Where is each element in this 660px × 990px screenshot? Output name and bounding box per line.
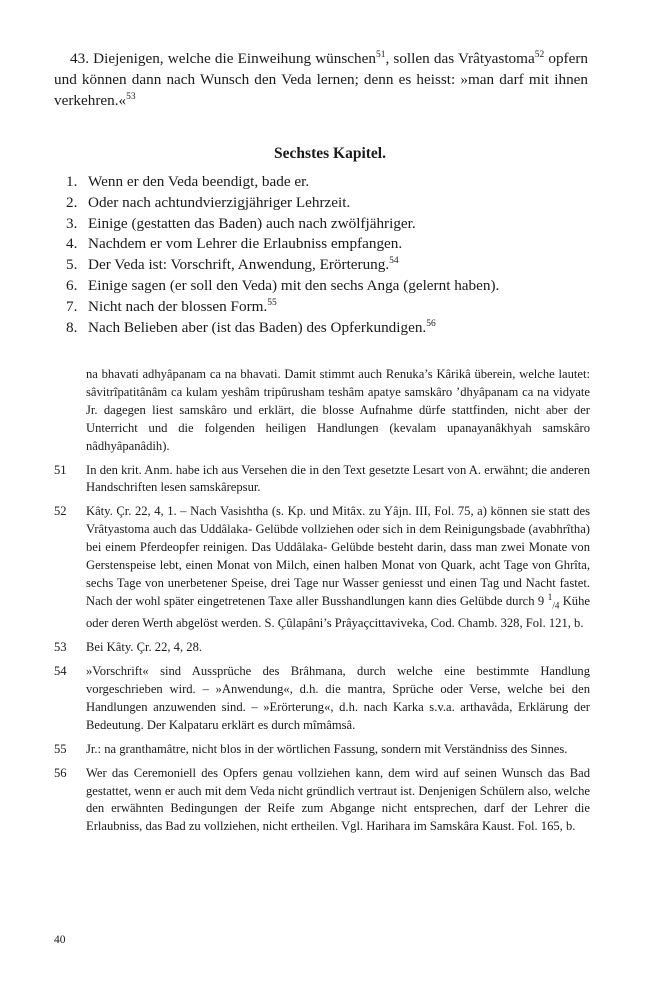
footnote-body: »Vorschrift« sind Aussprüche des Brâhmana, durch welche eine bestimmte Handlung vorgeschrieben wird. – »Anwendung«, d.h. die mantra, Sprüche oder Verse, welche bei den Handlungen anzuwenden sind. – »Erörterung«, d.h. nach Karka s.v.a. arthavâda, Erklärung der Bedeutung. Der Kalpataru erklärt es durch mîmâmsâ. [86, 664, 590, 732]
paragraph-43 [54, 48, 588, 111]
footnote-number: 55 [54, 741, 67, 756]
footnote-number: 53 [54, 640, 67, 655]
paragraph-43-text-a: 43. Diejenigen, welche die Einweihung wünschen [70, 50, 376, 67]
footnote-body: Jr.: na granthamâtre, nicht blos in der wörtlichen Fassung, sondern mit Verständniss des Sinnes. [86, 741, 568, 756]
footnote-55 [54, 741, 590, 759]
rule-item [58, 318, 598, 339]
footnote-53 [54, 639, 590, 657]
footnotes-section [54, 366, 590, 836]
footnote-body: Kâty. Çr. 22, 4, 1. – Nach Vasishtha (s. Kp. und Mitâx. zu Yâjn. III, Fol. 75, a) können sie statt des Vrâtyastoma auch das Uddâlaka- Gelübde vollziehen oder sich in dem Reinigungsbade (avabhrîtha) bei einem Pferdeopfer reinigen. Das Uddâlaka- Gelübde besteht darin, dass man zwei Monate von Gerstenspeise lebt, einen Monat von Milch, einen halben Monat von Quark, acht Tage von Ghrîta, sechs Tage von unerbetener Speise, drei Tage nur Wasser geniesst und einen Tag und Nacht fastet. Nach der wohl später eingetretenen Taxe aller Busshandlungen kann dies Gelübde durch 9 [86, 504, 590, 608]
rule-text: Oder nach achtundvierzigjähriger Lehrzeit. [88, 193, 351, 211]
footnote-text [86, 765, 590, 837]
rule-item [58, 214, 598, 235]
rule-number: 7. [66, 297, 78, 315]
rule-text: Einige (gestatten das Baden) auch nach zwölfjähriger. [88, 214, 416, 232]
footnote-51 [54, 462, 590, 498]
rule-number: 8. [66, 318, 78, 336]
rule-text: Nachdem er vom Lehrer die Erlaubniss empfangen. [88, 235, 403, 253]
footnote-body: In den krit. Anm. habe ich aus Versehen die in den Text gesetzte Lesart von A. erwähnt; die anderen Handschriften lesen samskârepsur. [86, 462, 590, 495]
rule-item [58, 234, 598, 255]
rule-text: Nach Belieben aber (ist das Baden) des Opferkundigen. [88, 318, 427, 336]
footnote-number: 54 [54, 664, 67, 679]
rule-number: 5. [66, 256, 78, 274]
rules-list [58, 172, 598, 338]
rule-item [58, 276, 598, 297]
rule-item [58, 255, 598, 276]
footnote-number: 56 [54, 765, 67, 780]
footnote-text [86, 639, 590, 657]
rule-text: Nicht nach der blossen Form. [88, 297, 268, 315]
rule-item [58, 172, 598, 193]
footnote-ref[interactable]: 55 [267, 297, 277, 308]
footnote-ref-52[interactable]: 52 [534, 49, 545, 60]
rule-number: 2. [66, 193, 78, 211]
footnote-ref-51[interactable]: 51 [375, 49, 386, 60]
footnote-text [86, 663, 590, 735]
footnote-54 [54, 663, 590, 735]
chapter-heading: Sechstes Kapitel. [274, 145, 386, 162]
rule-text: Einige sagen (er soll den Veda) mit den sechs Anga (gelernt haben). [88, 276, 500, 294]
footnote-ref-53[interactable]: 53 [126, 91, 136, 102]
fraction-denominator: /4 [552, 600, 560, 611]
rule-item [58, 193, 598, 214]
paragraph-43-text-c: opfern und können dann nach Wunsch den Veda lernen; denn es heisst: »man darf mit ihnen verkehren.« [54, 50, 589, 109]
footnote-text [86, 503, 590, 633]
rule-number: 4. [66, 235, 78, 253]
footnote-text [86, 741, 590, 759]
footnote-text [86, 462, 590, 498]
rule-number: 3. [66, 214, 78, 232]
footnote-continuation: na bhavati adhyâpanam ca na bhavati. Damit stimmt auch Renuka’s Kârikâ überein, welche lautet: sâvitrîpatitânâm ca kulam yeshâm tripûrusham teshâm apatye samskâro ’dhyâpanam ca na vidyate Jr. dagegen liest samskâro und erklärt, die blosse Aufnahme dürfe stattfinden, nicht aber der Unterricht und die folgenden heiligen Handlungen (kevalam upanayanâkhyah samskâro nâdhyâpanâdih). [86, 367, 590, 453]
footnote-ref[interactable]: 56 [426, 318, 436, 329]
footnote-body: Wer das Ceremoniell des Opfers genau vollziehen kann, dem wird auf seinen Wunsch das Bad gestattet, wenn er auch mit dem Veda nicht gründlich vertraut ist. Denjenigen Schülern also, welche den erwähnten Bedingungen der Reife zum Abgange nicht entsprechen, darf der Lehrer die Erlaubniss, das Bad zu vollziehen, nicht ertheilen. Vgl. Harihara im Samskâra Kaust. Fol. 165, b. [86, 765, 590, 834]
rule-number: 6. [66, 276, 78, 294]
footnote-number: 52 [54, 504, 67, 519]
rule-item [58, 297, 598, 318]
footnote-body-tail: Kühe oder deren Werth abgelöst werden. S. Çûlapâni’s Prâyaçcittaviveka, Cod. Chamb. 328, Fol. 121, b. [86, 593, 590, 631]
rule-number: 1. [66, 173, 78, 190]
footnote-56 [54, 765, 590, 837]
rule-text: Der Veda ist: Vorschrift, Anwendung, Erörterung. [88, 256, 390, 274]
paragraph-43-text-b: , sollen das Vrâtyastoma [385, 50, 535, 67]
footnote-number: 51 [54, 462, 67, 477]
rule-text: Wenn er den Veda beendigt, bade er. [88, 173, 310, 190]
fraction-numerator: 1 [547, 592, 553, 603]
footnote-52 [54, 503, 590, 633]
page-number: 40 [54, 934, 66, 946]
footnote-body: Bei Kâty. Çr. 22, 4, 28. [86, 640, 203, 655]
footnote-ref[interactable]: 54 [389, 256, 399, 267]
